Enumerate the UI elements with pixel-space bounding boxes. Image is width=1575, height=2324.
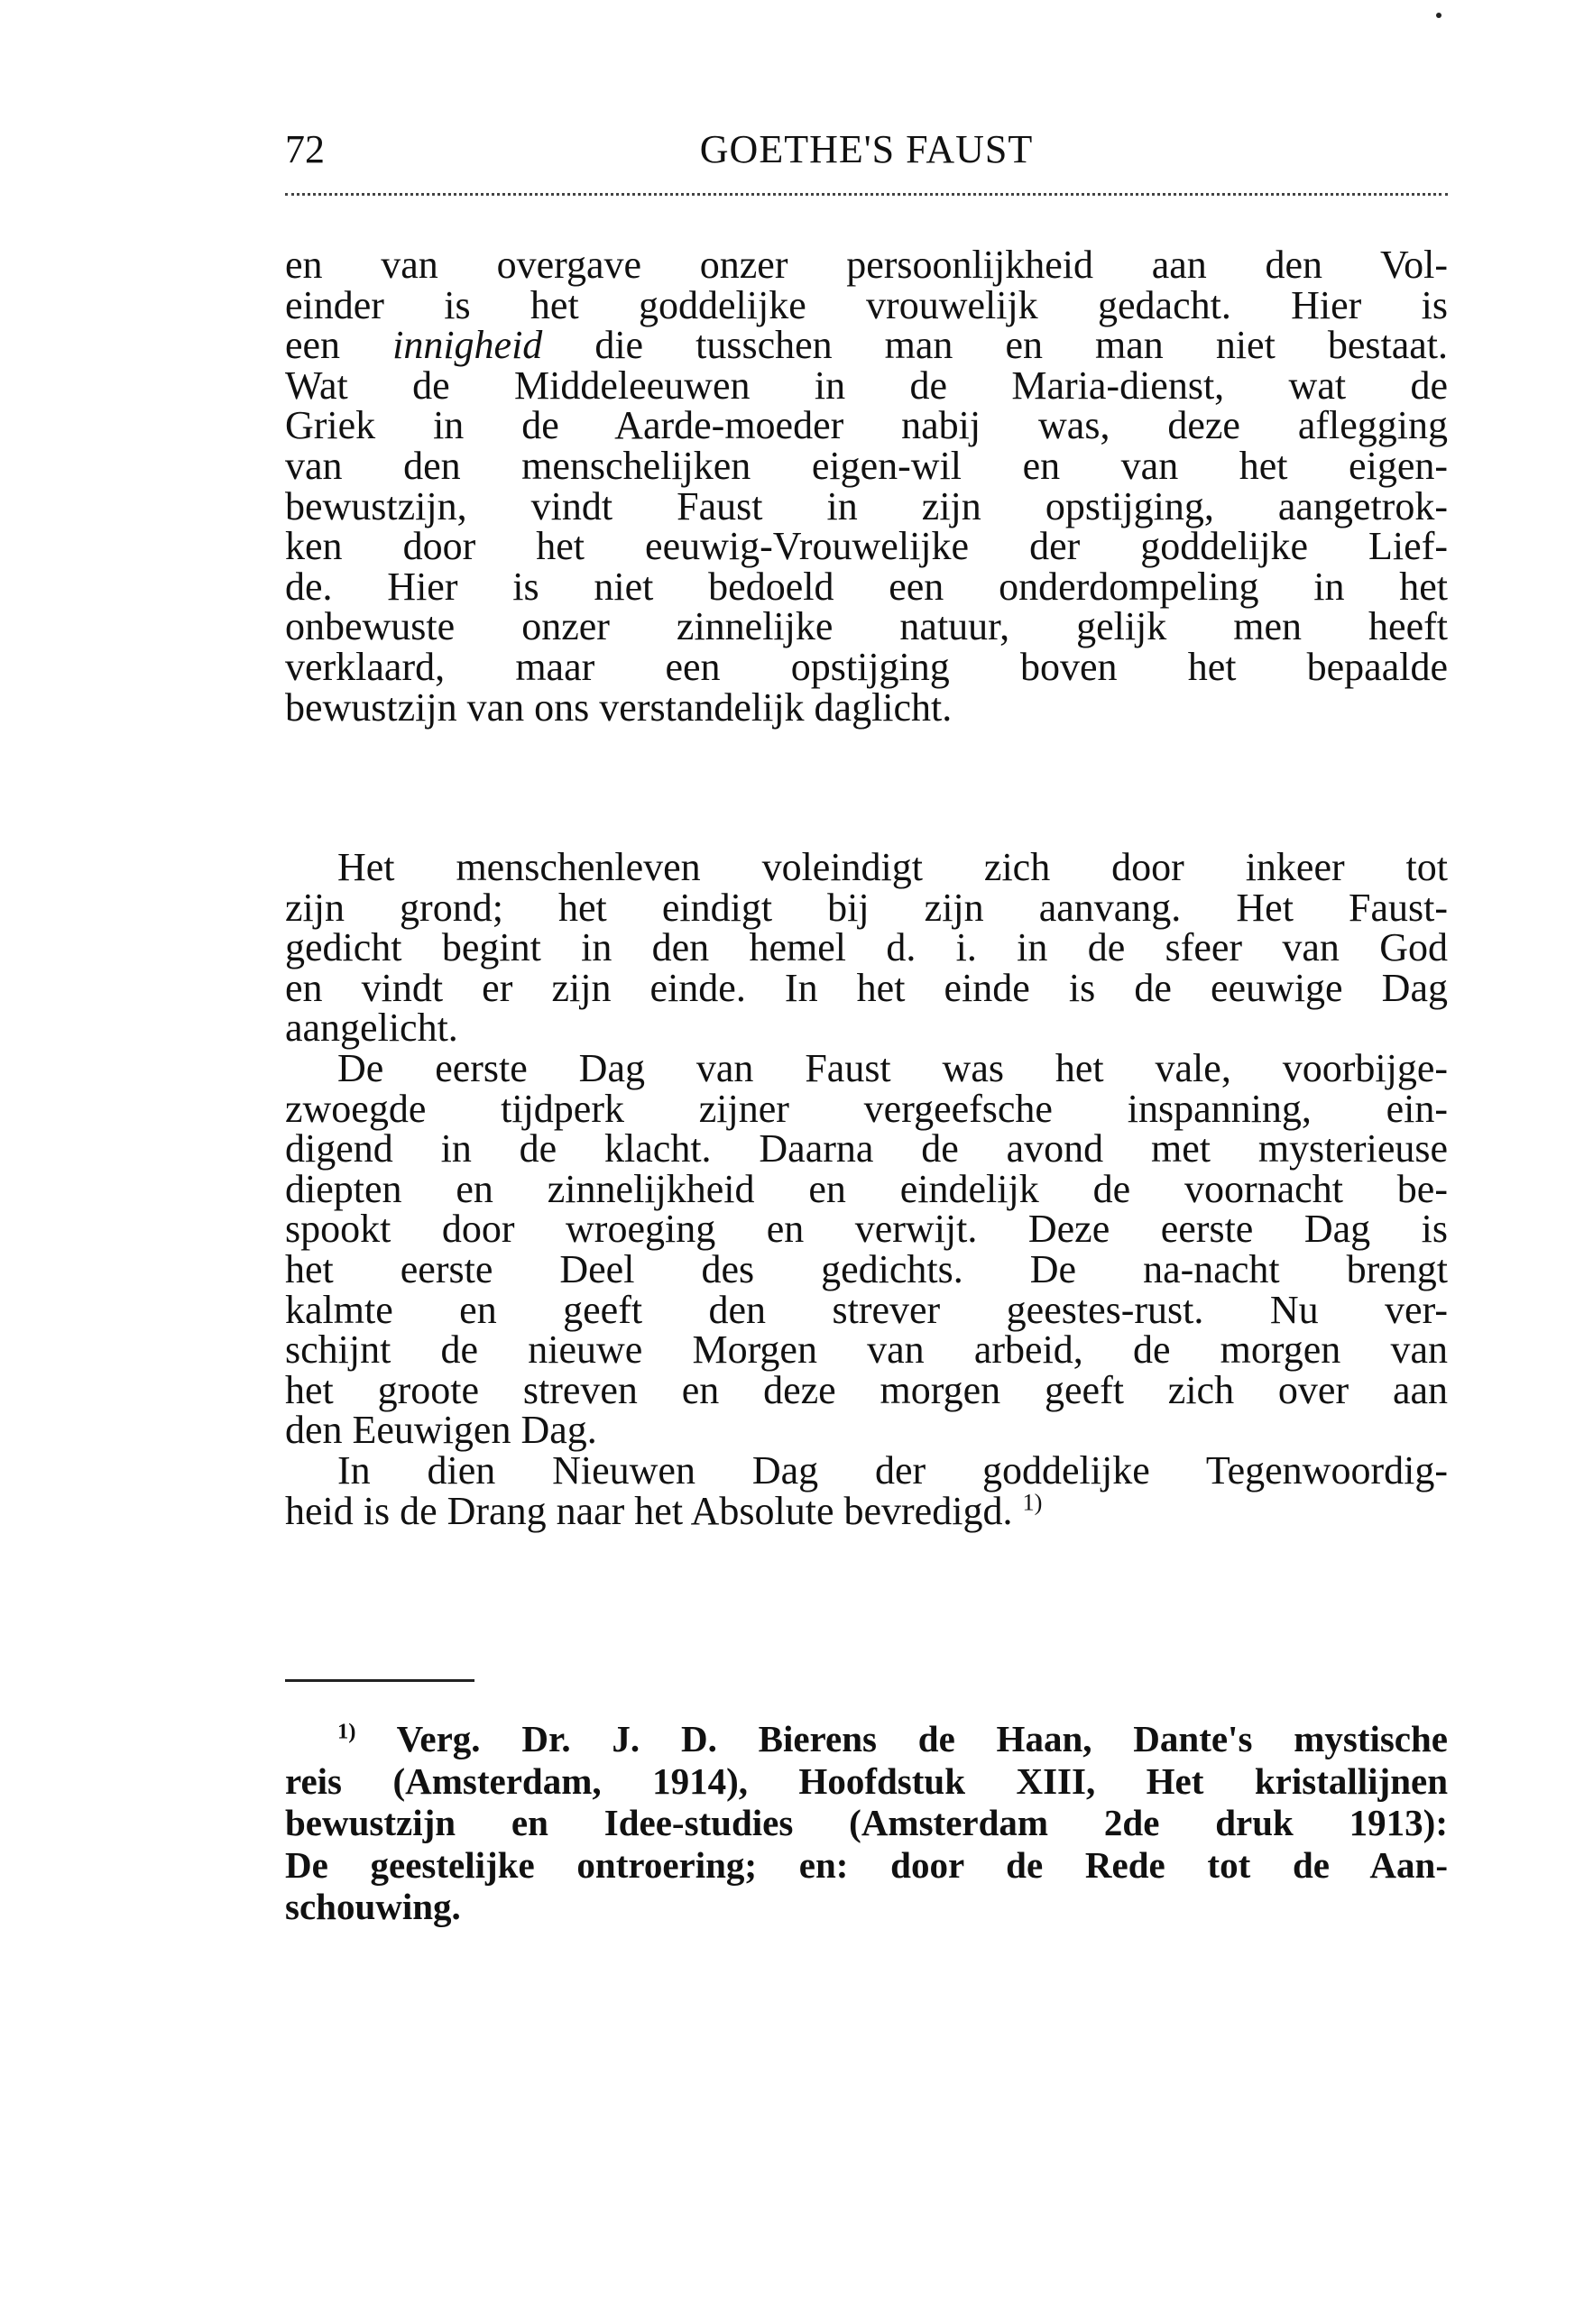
header-dotted-rule (285, 193, 1448, 196)
paragraph-2 (285, 845, 1448, 1051)
text-line: diepten en zinnelijkheid en eindelijk de voornacht be- (285, 1166, 1448, 1211)
text-line: gedicht begint in den hemel d. i. in de sfeer van God (285, 925, 1448, 970)
text-line: Wat de Middeleeuwen in de Maria-dienst, wat de (285, 363, 1448, 408)
footnote-line: schouwing. (285, 1886, 461, 1927)
text-line: zwoegde tijdperk zijner vergeefsche inspanning, ein- (285, 1086, 1448, 1131)
text-line: verklaard, maar een opstijging boven het bepaalde (285, 644, 1448, 689)
text-line: Griek in de Aarde-moeder nabij was, deze aflegging (285, 403, 1448, 448)
footnote-line: reis (Amsterdam, 1914), Hoofdstuk XIII, Het kristallijnen (285, 1759, 1448, 1802)
text-line: den Eeuwigen Dag. (285, 1408, 597, 1453)
paragraph-3 (285, 1046, 1448, 1453)
text-line: bewustzijn van ons verstandelijk daglicht. (285, 684, 953, 730)
print-speck (1436, 13, 1441, 18)
text-line: bewustzijn, vindt Faust in zijn opstijging, aangetrok- (285, 483, 1448, 528)
text-line: het eerste Deel des gedichts. De na-nacht brengt (285, 1246, 1448, 1291)
text-line: De eerste Dag van Faust was het vale, voorbijge- (337, 1046, 1448, 1090)
paragraph-1 (285, 245, 1448, 728)
text-line: zijn grond; het eindigt bij zijn aanvang. Het Faust- (285, 885, 1448, 930)
text-line: en van overgave onzer persoonlijkheid aan den Vol- (285, 243, 1448, 287)
emphasis: innigheid (392, 323, 543, 368)
text-line: en vindt er zijn einde. In het einde is de eeuwige Dag (285, 965, 1448, 1010)
text-line: het groote streven en deze morgen geeft zich over aan (285, 1367, 1448, 1412)
text-line: Het menschenleven voleindigt zich door inkeer tot (337, 845, 1448, 889)
text-line: einder is het goddelijke vrouwelijk gedacht. Hier is (285, 282, 1448, 327)
footnote-reference: 1) (1022, 1487, 1043, 1515)
text-line: kalmte en geeft den strever geestes-rust. Nu ver- (285, 1287, 1448, 1332)
text-line: spookt door wroeging en verwijt. Deze eerste Dag is (285, 1207, 1448, 1252)
paragraph-4 (285, 1448, 1448, 1533)
page-header (285, 126, 1448, 171)
footnote-line: $^{1)}$ Verg. Dr. J. D. Bierens de Haan, Dante's mystische (337, 1718, 1448, 1759)
footnote-marker: 1) (337, 1719, 356, 1744)
text-line: schijnt de nieuwe Morgen van arbeid, de morgen van (285, 1327, 1448, 1373)
text-line: ken door het eeuwig-Vrouwelijke der goddelijke Lief- (285, 524, 1448, 569)
footnote-rule (285, 1679, 474, 1682)
footnote-line: De geestelijke ontroering; en: door de Rede tot de Aan- (285, 1843, 1448, 1886)
running-title: GOETHE'S FAUST (699, 127, 1034, 171)
text-line: van den menschelijken eigen-wil en van het eigen- (285, 443, 1448, 488)
text-line: een innigheid die tusschen man en man niet bestaat. (285, 323, 1448, 368)
text-line: heid is de Drang naar het Absolute bevredigd. $^{1)}$ (285, 1487, 1043, 1533)
text-line: onbewuste onzer zinnelijke natuur, gelijk men heeft (285, 604, 1448, 649)
text-line: de. Hier is niet bedoeld een onderdompeling in het (285, 564, 1448, 609)
footnote (285, 1718, 1448, 1928)
footnote-line: bewustzijn en Idee-studies (Amsterdam 2de druk 1913): (285, 1802, 1448, 1843)
text-line: digend in de klacht. Daarna de avond met mysterieuse (285, 1126, 1448, 1171)
text-line: In dien Nieuwen Dag der goddelijke Tegenwoordig- (337, 1448, 1448, 1493)
page-number: 72 (285, 127, 325, 171)
text-line: aangelicht. (285, 1006, 458, 1051)
